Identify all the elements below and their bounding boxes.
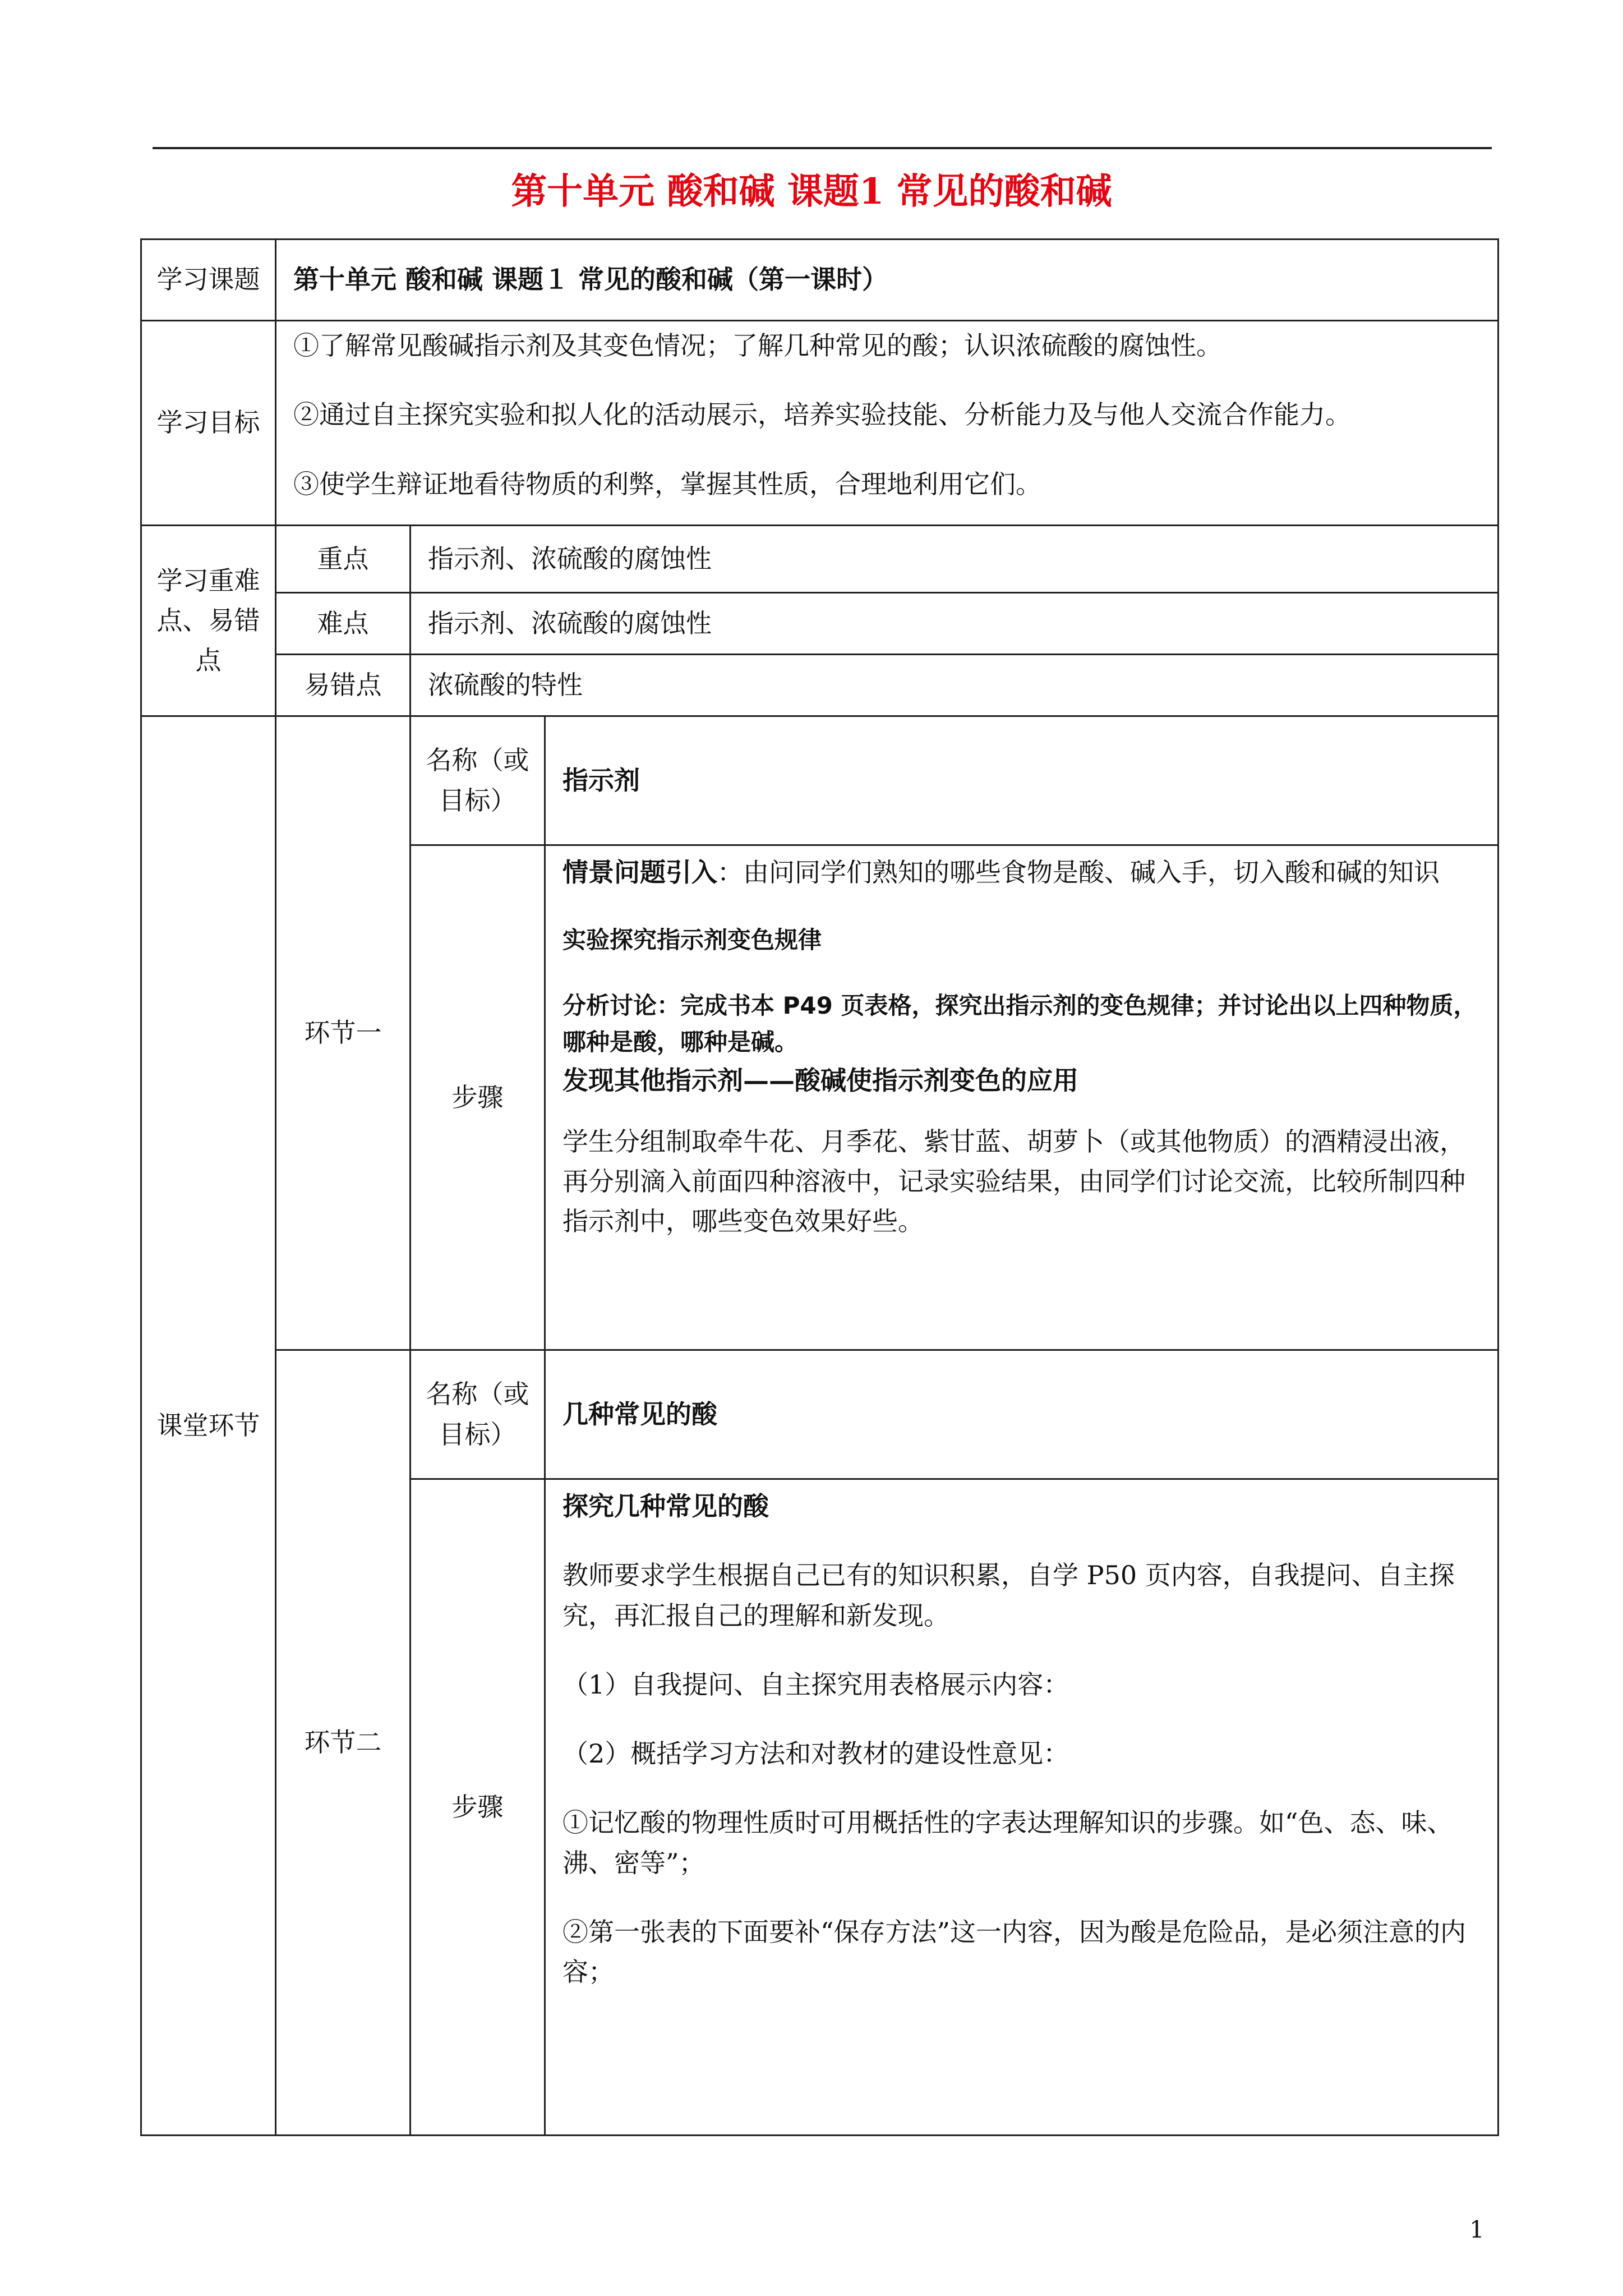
key-point-label: 难点 [276,593,411,655]
section2-name-row [141,1350,1498,1479]
section1-name-row [141,716,1498,845]
section1-steps-content [545,845,1498,1350]
steps-label: 步骤 [411,1479,545,2136]
objective-item: ①了解常见酸碱指示剂及其变色情况；了解几种常见的酸；认识浓硫酸的腐蚀性。 [293,330,1222,361]
other-indicators-heading: 发现其他指示剂——酸碱使指示剂变色的应用 [562,1065,1078,1096]
classroom-label: 课堂环节 [141,716,276,2136]
discussion-paragraph [562,987,1481,1060]
section2-item: ①记忆酸的物理性质时可用概括性的字表达理解知识的步骤。如“色、态、味、沸、密等”； [562,1807,1453,1878]
name-label: 名称（或目标） [411,1350,545,1479]
section2-steps-content [545,1479,1498,2136]
lesson-plan-table [140,238,1499,2136]
key-point-value: 浓硫酸的特性 [411,655,1498,716]
section2-label: 环节二 [276,1350,411,2136]
name-label: 名称（或目标） [411,716,545,845]
activity-paragraph: 学生分组制取牵牛花、月季花、紫甘蓝、胡萝卜（或其他物质）的酒精浸出液，再分别滴入前面四种溶液中，记录实验结果，由同学们讨论交流，比较所制四种指示剂中，哪些变色效果好些。 [562,1126,1465,1237]
experiment-heading: 实验探究指示剂变色规律 [562,926,822,954]
intro-paragraph [562,853,1481,892]
key-point-value: 指示剂、浓硫酸的腐蚀性 [411,593,1498,655]
section2-name: 几种常见的酸 [545,1350,1498,1479]
section2-item: （1）自我提问、自主探究用表格展示内容： [562,1669,1069,1700]
section2-para: 教师要求学生根据自己已有的知识积累，自学 P50 页内容，自我提问、自主探究，再汇报自己的理解和新发现。 [562,1560,1455,1631]
key-point-label: 重点 [276,526,411,593]
objective-item: ②通过自主探究实验和拟人化的活动展示，培养实验技能、分析能力及与他人交流合作能力。 [293,399,1351,430]
topic-value: 第十单元 酸和碱 课题１ 常见的酸和碱（第一课时） [276,240,1498,321]
objectives-row [141,321,1498,526]
intro-text: ：由问同学们熟知的哪些食物是酸、碱入手，切入酸和碱的知识 [717,857,1440,887]
section2-heading: 探究几种常见的酸 [562,1491,769,1521]
intro-bold: 情景问题引入 [562,857,717,887]
header-rule [153,147,1492,149]
key-point-row [141,593,1498,655]
section2-item: （2）概括学习方法和对教材的建设性意见： [562,1738,1069,1769]
discussion-bold: 分析讨论 [562,992,657,1020]
key-points-label: 学习重难点、易错点 [141,526,276,716]
objectives-content [276,321,1498,526]
topic-label: 学习课题 [141,240,276,321]
key-point-row [141,655,1498,716]
steps-label: 步骤 [411,845,545,1350]
section1-name: 指示剂 [545,716,1498,845]
document-title: 第十单元 酸和碱 课题1 常见的酸和碱 [511,171,1112,213]
key-point-value: 指示剂、浓硫酸的腐蚀性 [411,526,1498,593]
page-number: 1 [1469,2216,1484,2243]
key-point-label: 易错点 [276,655,411,716]
objectives-label: 学习目标 [141,321,276,526]
topic-row [141,240,1498,321]
discussion-text: ：完成书本 P49 页表格，探究出指示剂的变色规律；并讨论出以上四种物质，哪种是酸，哪种是碱。 [562,992,1477,1056]
section1-label: 环节一 [276,716,411,1350]
section2-item: ②第一张表的下面要补“保存方法”这一内容，因为酸是危险品，是必须注意的内容； [562,1917,1467,1987]
key-point-row [141,526,1498,593]
objective-item: ③使学生辩证地看待物质的利弊，掌握其性质，合理地利用它们。 [293,468,1041,499]
